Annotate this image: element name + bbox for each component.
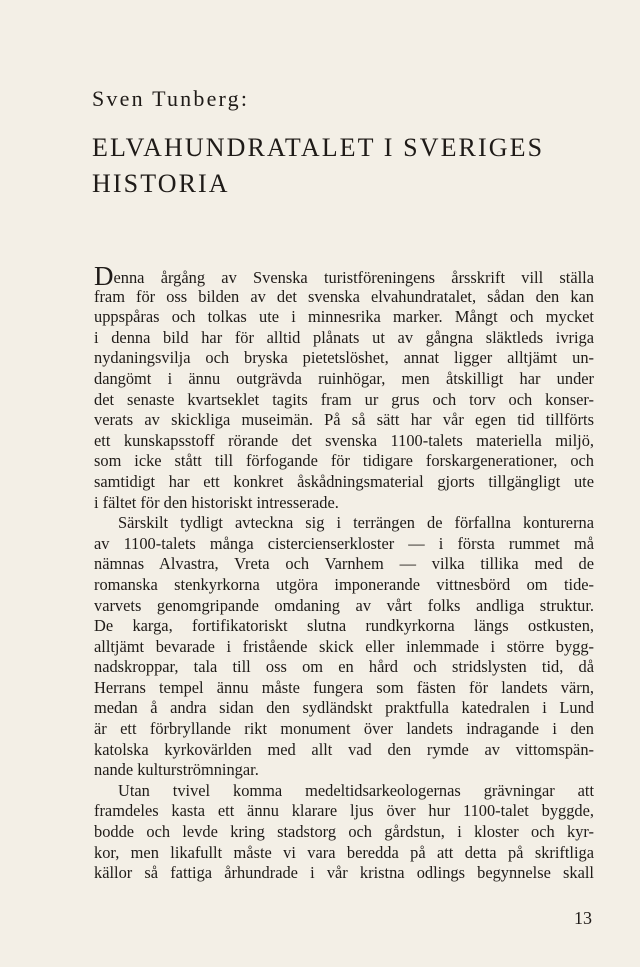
text-line: som icke stått till förfogande för tidigare forskargenerationer, och bbox=[94, 451, 594, 471]
text-line: av 1100-talets många cistercienserkloster — i första rummet må bbox=[94, 533, 594, 553]
text-line: i fältet för den historiskt intresserade. bbox=[94, 492, 339, 512]
drop-cap: D bbox=[94, 266, 114, 287]
title-line-2: HISTORIA bbox=[92, 169, 230, 198]
text-line: varvets genomgripande omdaning av vårt folks andliga struktur. bbox=[94, 595, 594, 615]
text-line: Utan tvivel komma medeltidsarkeologernas grävningar att bbox=[118, 780, 594, 800]
text-line: fram för oss bilden av det svenska elvahundratalet, sådan den kan bbox=[94, 286, 594, 306]
text-line: är ett förbryllande rikt monument över landets indragande i den bbox=[94, 719, 594, 739]
text-line: nämnas Alvastra, Vreta och Varnhem — vilka tillika med de bbox=[94, 554, 594, 574]
text-line: kor, men likafullt måste vi vara beredda på att detta på skriftliga bbox=[94, 842, 594, 862]
text-line: Särskilt tydligt avteckna sig i terrängen de förfallna konturerna bbox=[118, 513, 594, 533]
text-line: nande kulturströmningar. bbox=[94, 760, 259, 780]
text-line: alltjämt bevarade i fristående skick eller inlemmade i större bygg- bbox=[94, 636, 594, 656]
title-line-1: ELVAHUNDRATALET I SVERIGES bbox=[92, 133, 545, 162]
text-line: nydaningsvilja och bryska pietetslöshet, annat ligger alltjämt un- bbox=[94, 348, 594, 368]
text-line: Herrans tempel ännu måste fungera som fästen för landets värn, bbox=[94, 677, 594, 697]
text-line: ett kunskapsstoff rörande det svenska 1100-talets materiella miljö, bbox=[94, 430, 594, 450]
article-body bbox=[94, 266, 594, 884]
text-line: De karga, fortifikatoriskt slutna rundkyrkorna längs ostkusten, bbox=[94, 616, 594, 636]
page-number: 13 bbox=[574, 908, 592, 928]
text-line: dangömt i ännu outgrävda ruinhögar, men åtskilligt har under bbox=[94, 368, 594, 388]
text-line: katolska kyrkovärlden med allt vad den rymde av vittomspän- bbox=[94, 739, 594, 759]
text-line: medan å andra sidan den sydländskt praktfulla katedralen i Lund bbox=[94, 698, 594, 718]
text-line: romanska stenkyrkorna utgöra imponerande vittnesbörd om tide- bbox=[94, 574, 594, 594]
text-line: framdeles kasta ett ännu klarare ljus över hur 1100-talet byggde, bbox=[94, 801, 594, 821]
text-line: samtidigt har ett konkret åskådningsmaterial gjorts tillgängligt ute bbox=[94, 471, 594, 491]
author-name: Sven Tunberg: bbox=[92, 86, 250, 111]
text-line: källor så fattiga århundrade i vår kristna odlings begynnelse skall bbox=[94, 863, 594, 883]
text-line: nadskroppar, tala till oss om en hård och stridslysten tid, då bbox=[94, 657, 594, 677]
text-line: bodde och levde kring stadstorg och gårdstun, i kloster och kyr- bbox=[94, 822, 594, 842]
text-line: det senaste kvartseklet tagits fram ur grus och torv och konser- bbox=[94, 389, 594, 409]
text-line-1: Denna årgång av Svenska turistföreningens årsskrift vill ställa bbox=[94, 266, 594, 287]
text-line: verats av skickliga museimän. På så sätt har vår egen tid tillförts bbox=[94, 410, 594, 430]
article-title bbox=[92, 130, 612, 202]
text-line: uppspåras och tolkas ute i minnesrika marker. Mångt och mycket bbox=[94, 307, 594, 327]
text-line: i denna bild har för alltid plånats ut av gångna släktleds ivriga bbox=[94, 327, 594, 347]
